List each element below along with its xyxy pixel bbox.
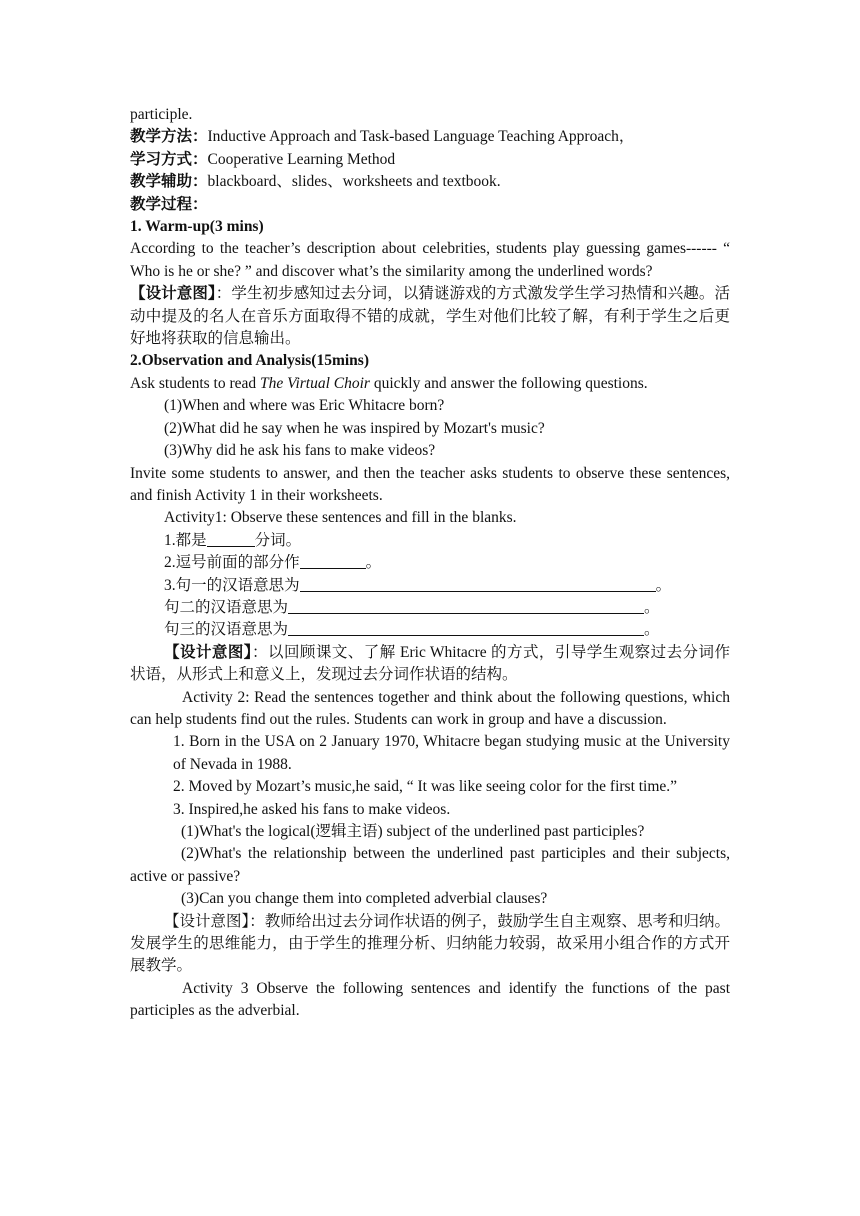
- instruction-text: quickly and answer the following questions.: [369, 374, 648, 392]
- answer-blank: [207, 530, 255, 547]
- rule-question: (1)What's the logical(逻辑主语) subject of the underlined past participles?: [181, 823, 645, 840]
- answer-blank: [300, 575, 656, 592]
- fill-blank-item: [130, 552, 730, 574]
- design-intent-label: 【设计意图】: [130, 285, 216, 303]
- warmup-paragraph: According to the teacher’s description about celebrities, students play guessing games------ “ Who is he or she? ” and discover what’s the similarity among the underlined words?: [130, 240, 730, 280]
- design-intent-paragraph: [130, 642, 730, 687]
- teaching-aid-line: [130, 171, 730, 193]
- document-page: [130, 104, 730, 1023]
- field-value: Cooperative Learning Method: [207, 150, 396, 168]
- field-value: blackboard、slides、worksheets and textbook.: [207, 173, 501, 191]
- text-line: participle.: [130, 106, 193, 123]
- invite-paragraph: Invite some students to answer, and then the teacher asks students to observe these sentences, and finish Activity 1 in their worksheets.: [130, 464, 730, 504]
- fill-text: 。: [365, 554, 382, 572]
- teaching-method-line: [130, 126, 730, 148]
- fill-blank-item: [130, 619, 730, 641]
- rule-question: (3)Can you change them into completed adverbial clauses?: [181, 890, 548, 908]
- fill-text: 。: [644, 621, 660, 639]
- instruction-text: Ask students to read: [130, 374, 261, 392]
- answer-blank: [288, 619, 644, 636]
- fill-text: 句三的汉语意思为: [164, 621, 289, 639]
- answer-blank: [300, 552, 366, 569]
- learning-method-line: [130, 149, 730, 171]
- design-intent-paragraph: [130, 911, 730, 978]
- example-sentence: 3. Inspired,he asked his fans to make videos.: [173, 800, 451, 818]
- fill-text: 。: [655, 576, 672, 594]
- design-intent-paragraph: [130, 283, 730, 350]
- activity3-paragraph: Activity 3 Observe the following sentences and identify the functions of the past participles as the adverbial.: [130, 979, 730, 1020]
- rule-question: (2)What's the relationship between the underlined past participles and their subjects, active or passive?: [130, 845, 730, 885]
- fill-text: 。: [644, 598, 660, 616]
- design-intent-text: ：教师给出过去分词作状语的例子，鼓励学生自主观察、思考和归纳。发展学生的思维能力，由于学生的推理分析、归纳能力较弱，故采用小组合作的方式开展教学。: [130, 912, 730, 975]
- field-label: 学习方式：: [130, 150, 208, 168]
- observation-heading: 2.Observation and Analysis(15mins): [130, 352, 370, 370]
- fill-text: 1.都是: [164, 531, 207, 549]
- design-intent-text: ：学生初步感知过去分词，以猜谜游戏的方式激发学生学习热情和兴趣。活动中提及的名人在音乐方面取得不错的成就，学生对他们比较了解，有利于学生之后更好地将获取的信息输出。: [130, 285, 730, 348]
- fill-blank-item: [130, 575, 730, 597]
- field-label: 教学方法：: [130, 128, 208, 146]
- fill-text: 3.句一的汉语意思为: [164, 576, 300, 594]
- text-title: The Virtual Choir: [260, 374, 370, 392]
- design-intent-label: 【设计意图】: [164, 912, 250, 930]
- fill-text: 2.逗号前面的部分作: [164, 554, 300, 572]
- reading-instruction: [130, 373, 730, 395]
- fill-blank-item: [130, 597, 730, 619]
- question-item: (3)Why did he ask his fans to make videos?: [164, 442, 436, 460]
- activity2-paragraph: Activity 2: Read the sentences together and think about the following questions, which can help students find out the rules. Students can work in group and have a discussion.: [130, 688, 730, 728]
- field-value: Inductive Approach and Task-based Language Teaching Approach，: [207, 128, 635, 146]
- process-heading: 教学过程：: [130, 195, 208, 213]
- design-intent-text: ：以回顾课文、了解 Eric Whitacre 的方式，引导学生观察过去分词作状语，从形式上和意义上，发现过去分词作状语的结构。: [130, 643, 730, 684]
- example-sentence: 1. Born in the USA on 2 January 1970, Whitacre began studying music at the University of Nevada in 1988.: [173, 733, 730, 773]
- example-sentence: 2. Moved by Mozart’s music,he said, “ It was like seeing color for the first time.”: [173, 778, 678, 796]
- design-intent-label: 【设计意图】: [164, 643, 253, 661]
- warmup-heading: 1. Warm-up(3 mins): [130, 218, 264, 236]
- fill-blank-item: [130, 530, 730, 552]
- question-item: (1)When and where was Eric Whitacre born?: [164, 397, 445, 415]
- fill-text: 分词。: [254, 531, 302, 549]
- answer-blank: [288, 597, 644, 614]
- fill-text: 句二的汉语意思为: [164, 598, 289, 616]
- activity1-heading: Activity1: Observe these sentences and fill in the blanks.: [164, 509, 517, 527]
- question-item: (2)What did he say when he was inspired by Mozart's music?: [164, 419, 545, 437]
- field-label: 教学辅助：: [130, 173, 208, 191]
